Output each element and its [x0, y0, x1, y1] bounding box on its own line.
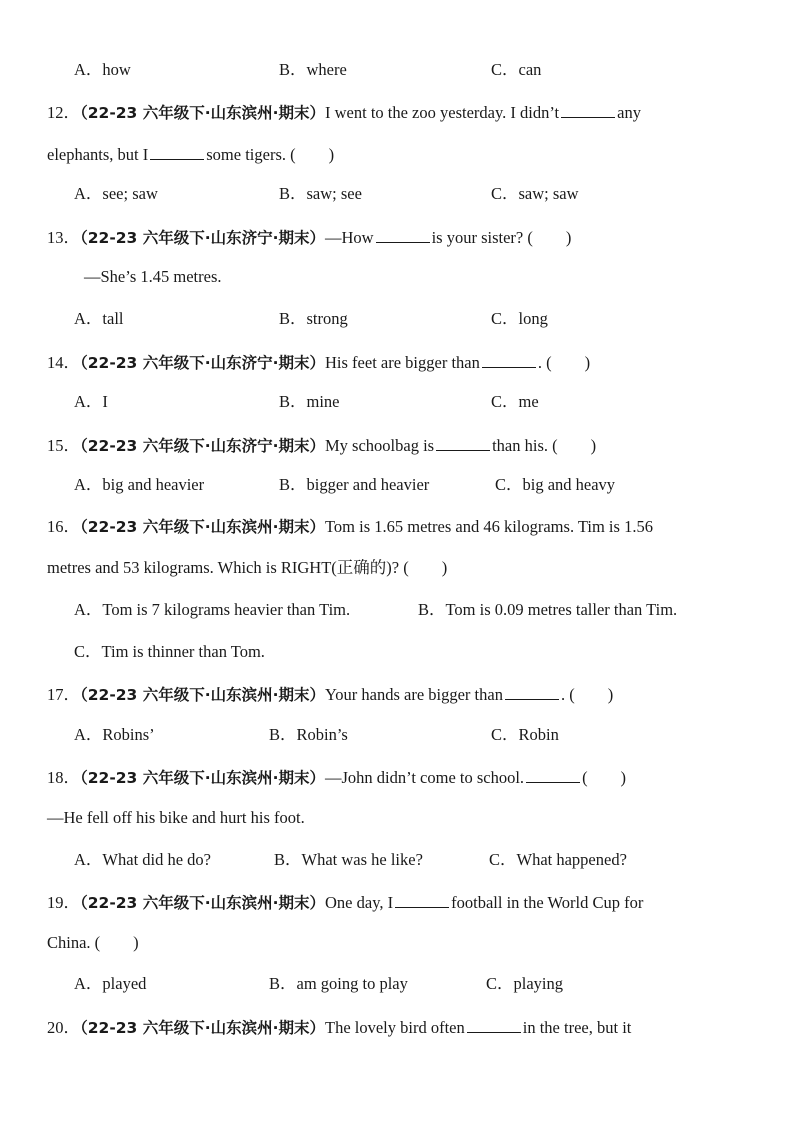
- option-b: B．What was he like?: [274, 850, 423, 869]
- answer-blank[interactable]: [395, 891, 449, 908]
- question-number: 20．: [47, 1018, 80, 1037]
- question-stem-line: —She’s 1.45 metres.: [84, 267, 222, 286]
- option-c: C．Tim is thinner than Tom.: [74, 642, 265, 661]
- question-text: some tigers. ( ): [206, 145, 335, 164]
- question-text: His feet are bigger than: [325, 353, 480, 372]
- answer-blank[interactable]: [505, 683, 559, 700]
- option-a: A．Tom is 7 kilograms heavier than Tim.: [74, 600, 351, 619]
- option-a: A．Robins’: [74, 725, 155, 744]
- question-text: I went to the zoo yesterday. I didn’t: [325, 103, 560, 122]
- option-a: A．I: [74, 392, 108, 411]
- question-text: any: [617, 103, 641, 122]
- question-text: —John didn’t come to school.: [325, 768, 525, 787]
- question-text: ( ): [582, 768, 627, 787]
- answer-blank[interactable]: [436, 434, 490, 451]
- question-number: 13．: [47, 228, 80, 247]
- option-c: C．Robin: [491, 725, 559, 744]
- question-text: One day, I: [325, 893, 394, 912]
- option-c: C．me: [491, 392, 539, 411]
- option-a: A．What did he do?: [74, 850, 212, 869]
- option-b: B．bigger and heavier: [279, 475, 430, 494]
- question-stem-line: [47, 1016, 631, 1038]
- option-b: B．where: [279, 60, 347, 79]
- answer-blank[interactable]: [467, 1016, 521, 1033]
- question-text: is your sister? ( ): [431, 228, 572, 247]
- question-stem-line: metres and 53 kilograms. Which is RIGHT(正确的)? ( ): [47, 558, 448, 577]
- option-b: B．Robin’s: [269, 725, 348, 744]
- question-text: Your hands are bigger than: [325, 685, 503, 704]
- question-text: in the tree, but it: [522, 1018, 632, 1037]
- question-source: （22-23 六年级下·山东滨州·期末）: [80, 686, 325, 704]
- option-b: B．mine: [279, 392, 340, 411]
- question-stem-line: [47, 101, 641, 123]
- option-c: C．What happened?: [489, 850, 627, 869]
- answer-blank[interactable]: [482, 351, 536, 368]
- answer-blank[interactable]: [526, 766, 580, 783]
- question-stem-line: [47, 351, 590, 373]
- question-text: elephants, but I: [47, 145, 149, 164]
- question-text: than his. ( ): [492, 436, 597, 455]
- answer-blank[interactable]: [376, 226, 430, 243]
- option-a: A．played: [74, 974, 147, 993]
- question-stem-line: China. ( ): [47, 933, 139, 952]
- question-number: 19．: [47, 893, 80, 912]
- question-text: —How: [325, 228, 374, 247]
- question-text: . ( ): [537, 353, 591, 372]
- option-c: C．playing: [486, 974, 563, 993]
- option-c: C．saw; saw: [491, 184, 579, 203]
- question-source: （22-23 六年级下·山东滨州·期末）: [80, 894, 325, 912]
- question-stem-line: [47, 891, 643, 913]
- answer-blank[interactable]: [150, 143, 204, 160]
- option-b: B．saw; see: [279, 184, 362, 203]
- option-c: C．big and heavy: [495, 475, 616, 494]
- option-c: C．long: [491, 309, 548, 328]
- question-stem-line: [47, 143, 334, 165]
- question-stem-line: [47, 226, 571, 248]
- question-stem-line: [47, 766, 626, 788]
- question-number: 18．: [47, 768, 80, 787]
- option-a: A．how: [74, 60, 131, 79]
- question-source: （22-23 六年级下·山东济宁·期末）: [80, 229, 325, 247]
- question-source: （22-23 六年级下·山东济宁·期末）: [80, 437, 325, 455]
- question-number: 16．: [47, 517, 80, 536]
- question-source: （22-23 六年级下·山东滨州·期末）: [80, 769, 325, 787]
- question-stem-line: [47, 434, 596, 456]
- option-a: A．big and heavier: [74, 475, 205, 494]
- question-stem-line: [47, 517, 653, 537]
- question-source: （22-23 六年级下·山东滨州·期末）: [80, 1019, 325, 1037]
- question-text: football in the World Cup for: [451, 893, 644, 912]
- option-a: A．see; saw: [74, 184, 158, 203]
- answer-blank[interactable]: [561, 101, 615, 118]
- option-b: B．Tom is 0.09 metres taller than Tim.: [418, 600, 678, 619]
- question-stem-line: —He fell off his bike and hurt his foot.: [47, 808, 305, 827]
- question-number: 14．: [47, 353, 80, 372]
- option-c: C．can: [491, 60, 542, 79]
- question-text: The lovely bird often: [325, 1018, 465, 1037]
- option-a: A．tall: [74, 309, 124, 328]
- question-number: 17．: [47, 685, 80, 704]
- question-text: . ( ): [560, 685, 614, 704]
- option-b: B．strong: [279, 309, 348, 328]
- question-number: 12．: [47, 103, 80, 122]
- question-source: （22-23 六年级下·山东济宁·期末）: [80, 354, 325, 372]
- question-text: My schoolbag is: [325, 436, 435, 455]
- question-stem-line: [47, 683, 613, 705]
- question-number: 15．: [47, 436, 80, 455]
- question-source: （22-23 六年级下·山东滨州·期末）: [80, 104, 325, 122]
- option-b: B．am going to play: [269, 974, 408, 993]
- question-text: Tom is 1.65 metres and 46 kilograms. Tim is 1.56: [325, 517, 653, 536]
- question-source: （22-23 六年级下·山东滨州·期末）: [80, 518, 325, 536]
